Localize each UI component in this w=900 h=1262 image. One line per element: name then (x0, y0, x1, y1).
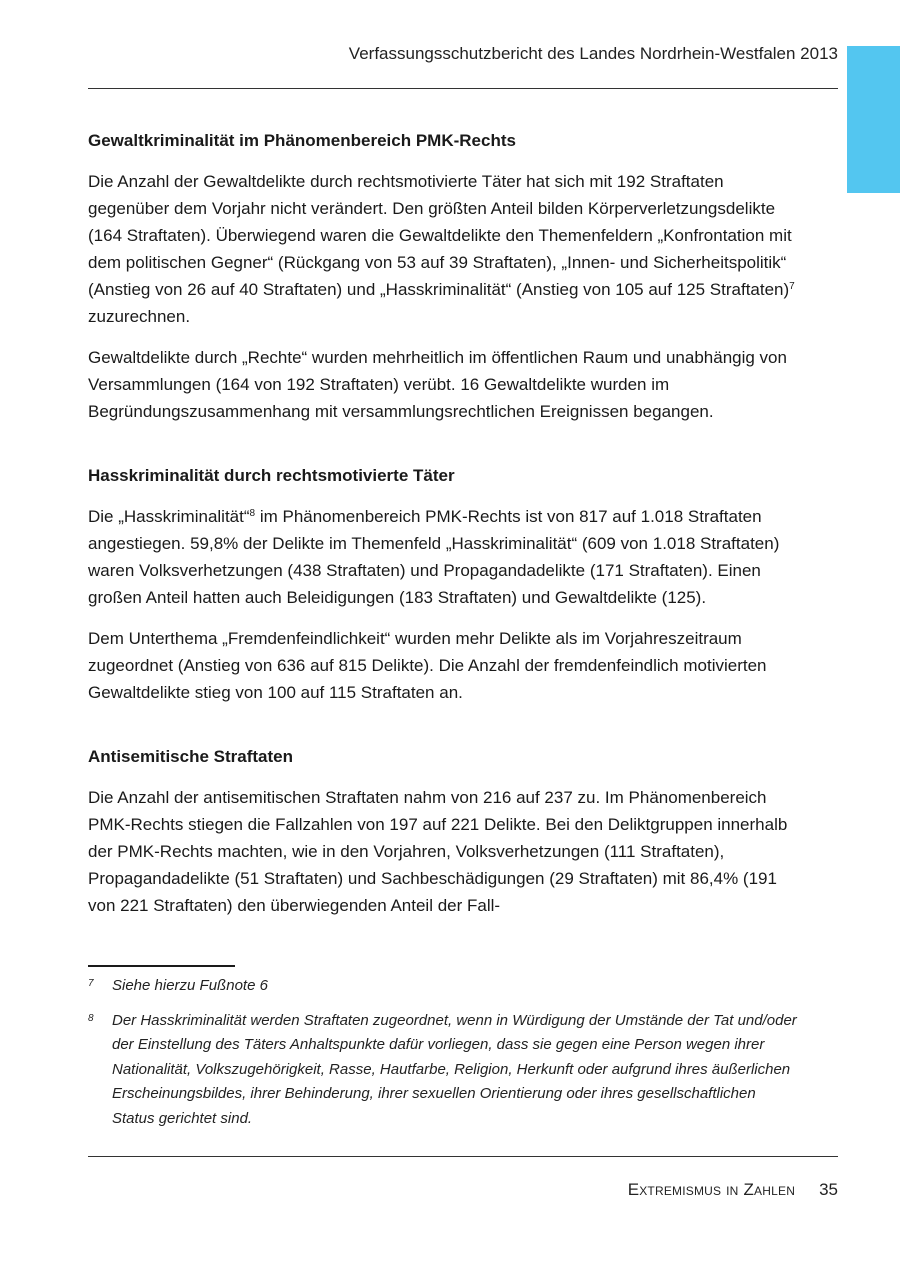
section-heading-antisemitische-straftaten: Antisemitische Straftaten (88, 747, 293, 766)
paragraph: Die Anzahl der antisemitischen Straftaten nahm von 216 auf 237 zu. Im Phänomenbereich PMK-Rechts stiegen die Fallzahlen von 197 auf 221 Delikte. Bei den Deliktgruppen innerhalb der PMK-Rechts machten, wie in den Vorjahren, Volksverhetzungen (111 Straftaten), Propagandadelikte (51 Straftaten) und Sachbeschädigungen (29 Straftaten) mit 86,4% (191 von 221 Straftaten) den überwiegenden Anteil der Fall- (88, 788, 788, 915)
paragraph: Die Anzahl der Gewaltdelikte durch rechtsmotivierte Täter hat sich mit 192 Straftaten gegenüber dem Vorjahr nicht verändert. Den größten Anteil bilden Körperverletzungsdelikte (164 Straftaten). Überwiegend waren die Gewaltdelikte den Themenfeldern „Konfrontation mit dem politischen Gegner“ (Rückgang von 53 auf 39 Straftaten), „Innen- und Sicherheitspolitik“ (Anstieg von 26 auf 40 Straftaten) und „Hasskriminalität“ (Anstieg von 105 auf 125 Straftaten)$^7$ zuzurechnen. (88, 172, 795, 326)
header-rule (88, 88, 838, 89)
footnote-text: Siehe hierzu Fußnote 6 (112, 977, 268, 994)
footer-rule (88, 1156, 838, 1157)
paragraph: Gewaltdelikte durch „Rechte“ wurden mehrheitlich im öffentlichen Raum und unabhängig von Versammlungen (164 von 192 Straftaten) verübt. 16 Gewaltdelikte wurden im Begründungszusammenhang mit versammlungsrechtlichen Ereignissen begangen. (88, 348, 787, 421)
chapter-tab-marker (847, 46, 900, 193)
footnote-text: Der Hasskriminalität werden Straftaten zugeordnet, wenn in Würdigung der Umstände der Tat und/oder der Einstellung des Täters Anhaltspunkte dafür vorliegen, dass sie gegen eine Person wegen ihrer Nationalität, Volkszugehörigkeit, Rasse, Hautfarbe, Religion, Herkunft oder aufgrund ihres äußerlichen Erscheinungsbildes, ihrer Behinderung, ihrer sexuellen Orientierung oder ihres gesellschaftlichen Status gerichtet sind. (112, 1011, 797, 1127)
footnotes (88, 974, 800, 1141)
running-footer (628, 1180, 838, 1200)
footnote-ref: 7 (789, 281, 795, 292)
section-heading-gewaltkriminalitaet: Gewaltkriminalität im Phänomenbereich PMK-Rechts (88, 131, 516, 150)
paragraph: Dem Unterthema „Fremdenfeindlichkeit“ wurden mehr Delikte als im Vorjahreszeitraum zugeordnet (Anstieg von 636 auf 815 Delikte). Die Anzahl der fremdenfeindlich motivierten Gewaltdelikte stieg von 100 auf 115 Straftaten an. (88, 629, 767, 702)
footer-section-name: Extremismus in Zahlen (627, 1180, 796, 1199)
page-number: 35 (819, 1180, 838, 1199)
footnote-separator (88, 965, 235, 967)
footnote (88, 1009, 800, 1132)
footnote-ref: 8 (249, 508, 256, 519)
footnote (88, 974, 800, 999)
footnote-number: 7 (88, 978, 94, 989)
paragraph: Die „Hasskriminalität“$^8$ im Phänomenbereich PMK-Rechts ist von 817 auf 1.018 Straftaten angestiegen. 59,8% der Delikte im Themenfeld „Hasskriminalität“ (609 von 1.018 Straftaten) waren Volksverhetzungen (438 Straftaten) und Propagandadelikte (171 Straftaten). Einen großen Anteil hatten auch Beleidigungen (183 Straftaten) und Gewaltdelikte (125). (88, 507, 780, 607)
section-heading-hasskriminalitaet: Hasskriminalität durch rechtsmotivierte Täter (88, 466, 455, 485)
running-header: Verfassungsschutzbericht des Landes Nordrhein-Westfalen 2013 (348, 44, 838, 63)
footnote-number: 8 (88, 1012, 94, 1024)
main-content (88, 128, 808, 933)
